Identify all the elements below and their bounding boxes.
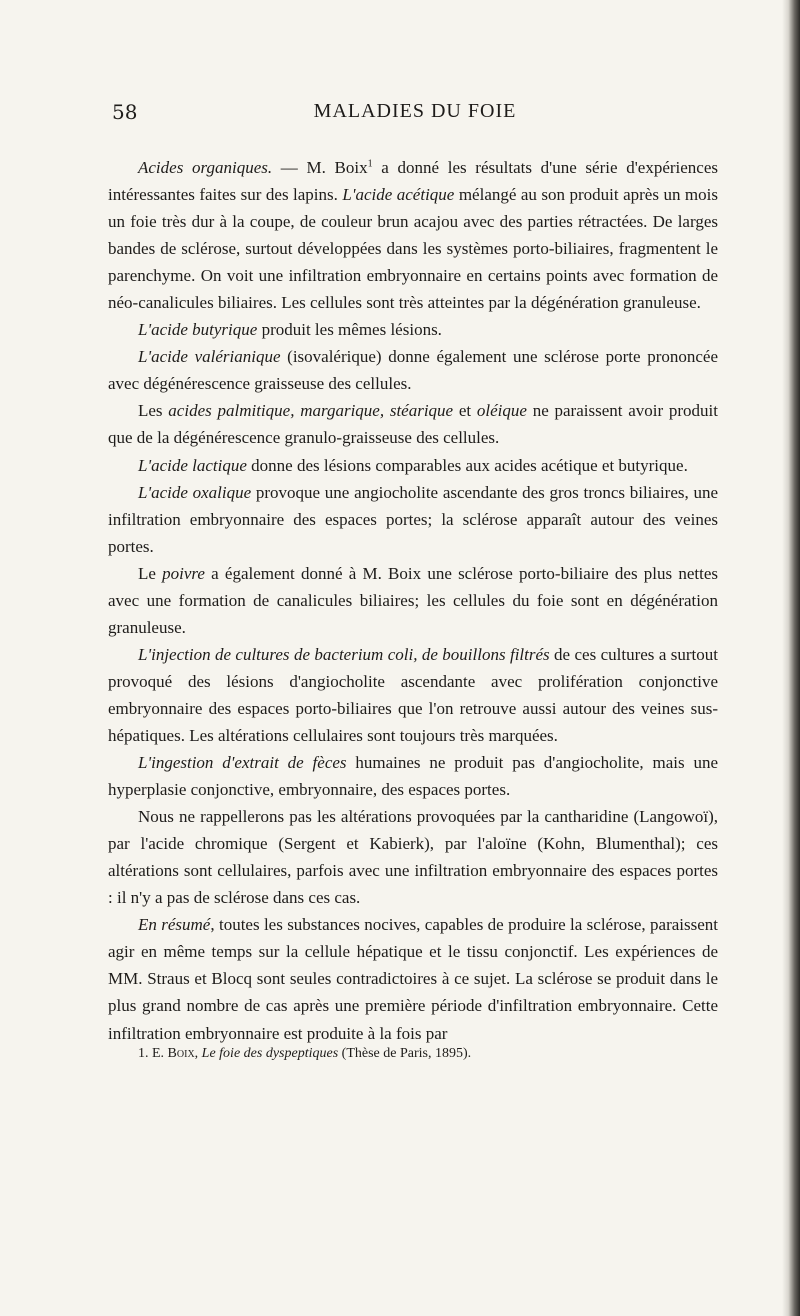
text-run: de ces cultures a surtout provoqué des lésions d'angiocholite ascendante avec prolifération conjonctive embryonnaire des espaces porto-biliaires que l'on retrouve aussi autour des veines sus-hépatiques. Les altérations cellulaires sont toujours très marquées.: [108, 644, 718, 745]
text-run: provoque une angiocholite ascendante des gros troncs biliaires, une infiltration embryonnaire des espaces portes; la sclérose apparaît autour des veines portes.: [108, 482, 718, 556]
text-run: (isovalérique) donne également une sclérose porte prononcée avec dégénérescence graisseuse des cellules.: [108, 347, 719, 394]
paragraph-acide-butyrique: [108, 316, 718, 343]
paragraph-acides-organiques: [108, 154, 718, 316]
text-run: ne paraissent avoir produit que de la dégénérescence granulo-graisseuse des cellules.: [108, 401, 718, 448]
text-run: a également donné à M. Boix une sclérose porto-biliaire des plus nettes avec une formation de canalicules biliaires; les cellules du foie sont en dégénération granuleuse.: [108, 563, 718, 637]
footnote-author: E. Boix,: [152, 1046, 199, 1061]
italic-term: L'acide lactique: [138, 455, 247, 475]
italic-term: L'acide acétique: [342, 185, 455, 205]
footnote-title: Le foie des dyspeptiques: [201, 1046, 339, 1061]
paragraph-poivre: [108, 560, 718, 641]
footnote: [138, 1044, 718, 1064]
italic-term: L'acide valérianique: [138, 347, 281, 367]
italic-term: L'acide oxalique: [138, 482, 252, 502]
paragraph-alterations: [108, 803, 718, 911]
italic-term: L'injection de cultures de bacterium coli, de bouillons filtrés: [138, 644, 550, 664]
page-header: [112, 100, 718, 134]
paragraph-injection-cultures: [108, 641, 718, 749]
italic-term: L'acide butyrique: [138, 320, 258, 340]
text-run: Les: [138, 401, 169, 421]
footnote-number: 1.: [138, 1046, 149, 1061]
italic-term: acides palmitique, margarique, stéarique: [168, 401, 454, 421]
paragraph-en-resume: [108, 911, 718, 1046]
text-run: Nous ne rappellerons pas les altérations provoquées par la cantharidine (Langowoï), par l'acide chromique (Sergent et Kabierk), par l'aloïne (Kohn, Blumenthal); ces altérations sont cellulaires, parfois avec une infiltration embryonnaire des espaces portes : il n'y a pas de sclérose dans ces cas.: [108, 807, 718, 908]
page-number: 58: [112, 100, 138, 124]
text-run: Le: [138, 563, 163, 583]
body-text: [108, 154, 718, 1047]
running-title: MALADIES DU FOIE: [313, 100, 517, 122]
footnote-rest: (Thèse de Paris, 1895).: [341, 1046, 472, 1061]
text-run: donne des lésions comparables aux acides acétique et butyrique.: [246, 455, 688, 475]
paragraph-acide-lactique: [108, 452, 718, 479]
italic-term: poivre: [162, 563, 205, 583]
text-run: — M. Boix: [272, 158, 368, 177]
page-binding-shadow: [782, 0, 800, 1316]
text-run: humaines ne produit pas d'angiocholite, mais une hyperplasie conjonctive, embryonnaire, des espaces portes.: [108, 753, 718, 800]
footnote-ref: 1: [367, 158, 373, 170]
text-run: , toutes les substances nocives, capables de produire la sclérose, paraissent agir en même temps sur la cellule hépatique et le tissu conjonctif. Les expériences de MM. Straus et Blocq sont seules contradictoires à ce sujet. La sclérose se produit dans le plus grand nombre de cas après une première période d'infiltration embryonnaire. Cette infiltration embryonnaire est produite à la fois par: [108, 915, 719, 1043]
italic-term: En résumé: [138, 915, 211, 935]
paragraph-acide-oxalique: [108, 479, 718, 560]
paragraph-ingestion-feces: [108, 749, 718, 803]
text-run: et: [453, 401, 477, 421]
italic-term: L'ingestion d'extrait de fèces: [138, 753, 347, 773]
section-lead: Acides organiques.: [138, 158, 273, 177]
text-run: a donné les résultats d'une série d'expériences intéressantes faites sur des lapins.: [108, 158, 718, 205]
paragraph-acide-valerianique: [108, 343, 718, 397]
italic-term: oléique: [476, 401, 527, 421]
text-run: mélangé au son produit après un mois un foie très dur à la coupe, de couleur brun acajou avec des parties rétractées. De larges bandes de sclérose, surtout développées dans les systèmes porto-biliaires, fragmentent le parenchyme. On voit une infiltration embryonnaire en certains points avec formation de néo-canalicules biliaires. Les cellules sont très atteintes par la dégénération granuleuse.: [108, 185, 718, 313]
text-run: produit les mêmes lésions.: [257, 320, 442, 340]
paragraph-acides-gras: [108, 397, 718, 451]
